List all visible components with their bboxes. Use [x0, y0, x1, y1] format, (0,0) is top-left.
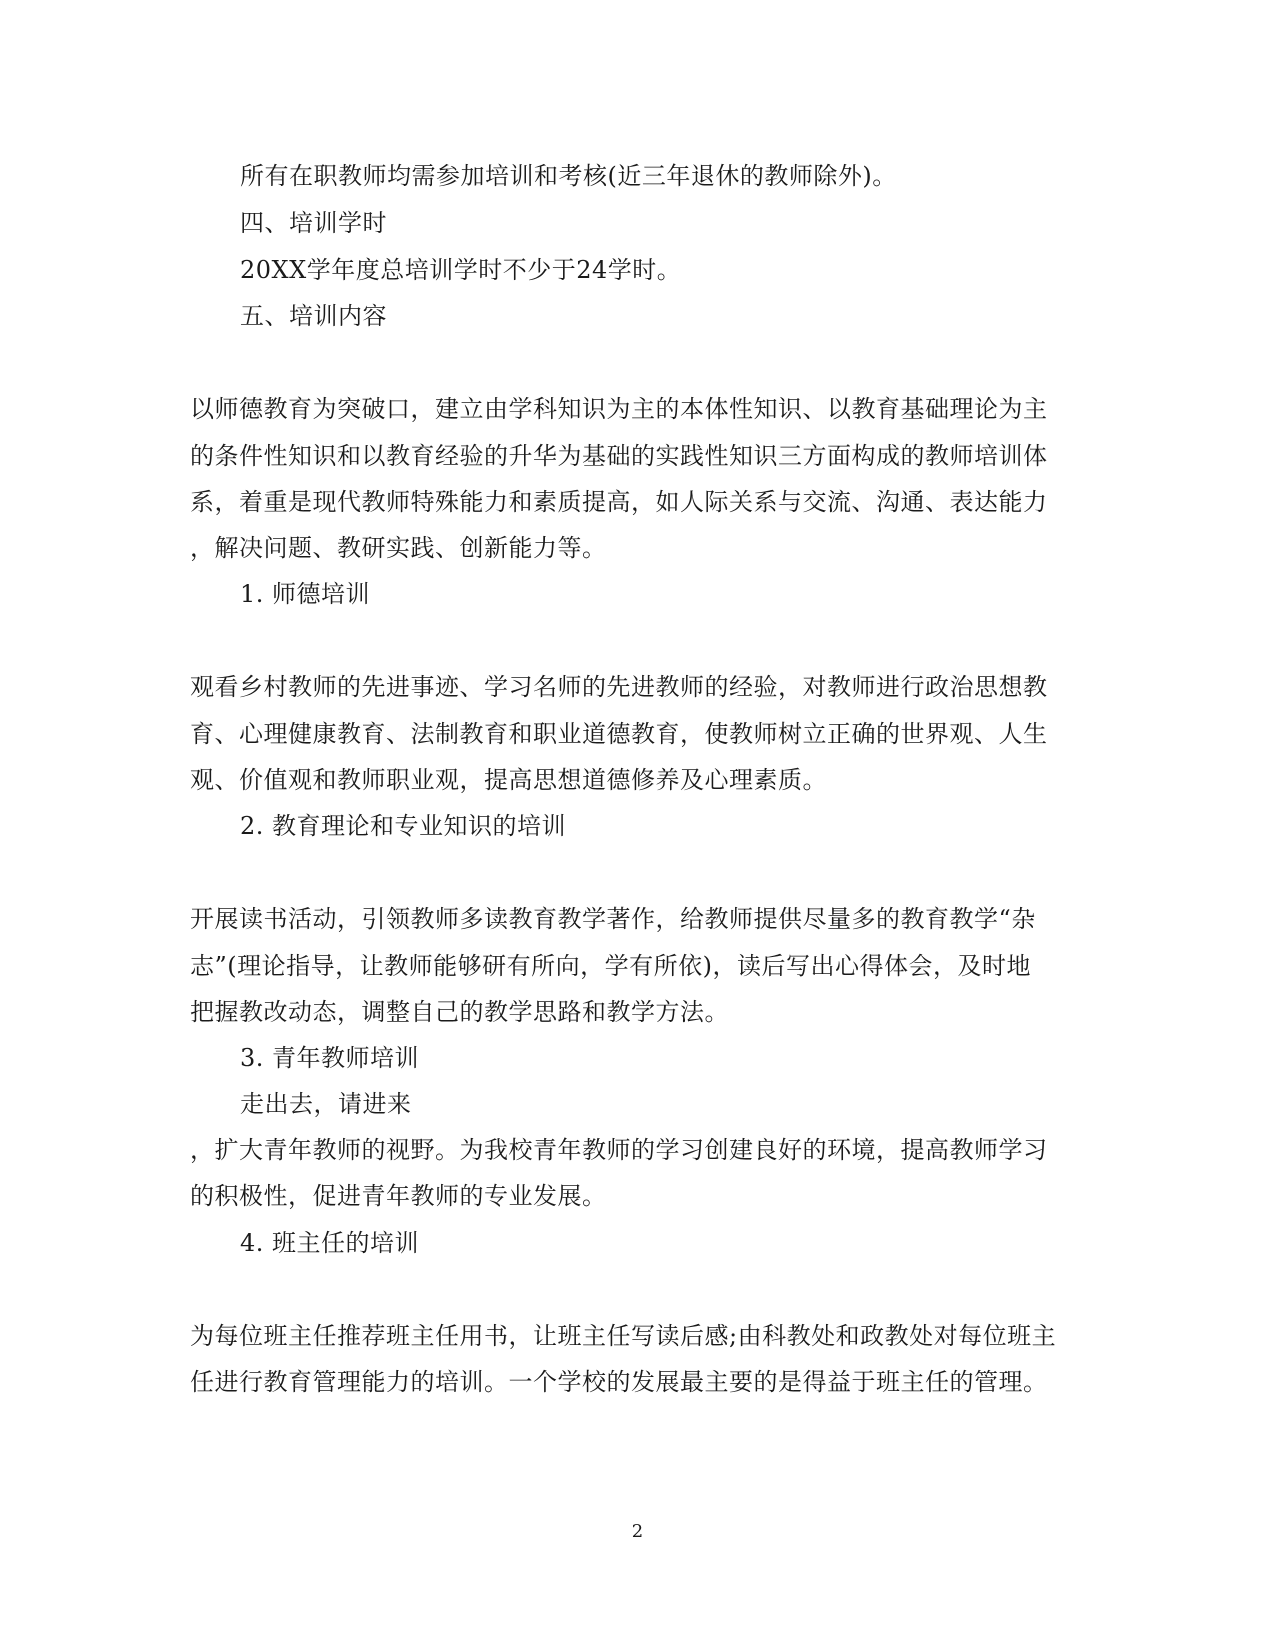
subheading-young-teacher-training: 3. 青年教师培训 — [240, 1044, 420, 1072]
paragraph-training-hours: 20XX学年度总培训学时不少于24学时。 — [240, 256, 682, 284]
subheading-theory-training: 2. 教育理论和专业知识的培训 — [240, 812, 567, 840]
heading-training-content: 五、培训内容 — [240, 302, 387, 330]
paragraph-young-teacher-slogan: 走出去，请进来 — [240, 1090, 412, 1118]
paragraph-head-teacher-line: 任进行教育管理能力的培训。一个学校的发展最主要的是得益于班主任的管理。 — [190, 1368, 1048, 1396]
paragraph-young-teacher-line: ，扩大青年教师的视野。为我校青年教师的学习创建良好的环境，提高教师学习 — [190, 1136, 1048, 1164]
heading-training-hours: 四、培训学时 — [240, 209, 387, 237]
page-number: 2 — [631, 1521, 644, 1542]
paragraph-content-line: 的条件性知识和以教育经验的升华为基础的实践性知识三方面构成的教师培训体 — [190, 442, 1048, 470]
paragraph-reading-line: 志”(理论指导，让教师能够研有所向，学有所依)，读后写出心得体会，及时地 — [190, 952, 1031, 980]
paragraph-reading-line: 开展读书活动，引领教师多读教育教学著作，给教师提供尽量多的教育教学“杂 — [190, 905, 1036, 933]
paragraph-content-line: 以师德教育为突破口，建立由学科知识为主的本体性知识、以教育基础理论为主 — [190, 395, 1048, 423]
subheading-head-teacher-training: 4. 班主任的培训 — [240, 1229, 420, 1257]
paragraph-ethics-line: 观看乡村教师的先进事迹、学习名师的先进教师的经验，对教师进行政治思想教 — [190, 673, 1048, 701]
subheading-ethics-training: 1. 师德培训 — [240, 580, 371, 608]
paragraph-head-teacher-line: 为每位班主任推荐班主任用书，让班主任写读后感;由科教处和政教处对每位班主 — [190, 1322, 1057, 1350]
paragraph-young-teacher-line: 的积极性，促进青年教师的专业发展。 — [190, 1182, 607, 1210]
paragraph-reading-line: 把握教改动态，调整自己的教学思路和教学方法。 — [190, 998, 729, 1026]
paragraph-content-line: 系，着重是现代教师特殊能力和素质提高，如人际关系与交流、沟通、表达能力 — [190, 488, 1048, 516]
paragraph-content-line: ，解决问题、教研实践、创新能力等。 — [190, 534, 607, 562]
paragraph-participants: 所有在职教师均需参加培训和考核(近三年退休的教师除外)。 — [240, 162, 897, 190]
paragraph-ethics-line: 育、心理健康教育、法制教育和职业道德教育，使教师树立正确的世界观、人生 — [190, 720, 1048, 748]
paragraph-ethics-line: 观、价值观和教师职业观，提高思想道德修养及心理素质。 — [190, 766, 827, 794]
